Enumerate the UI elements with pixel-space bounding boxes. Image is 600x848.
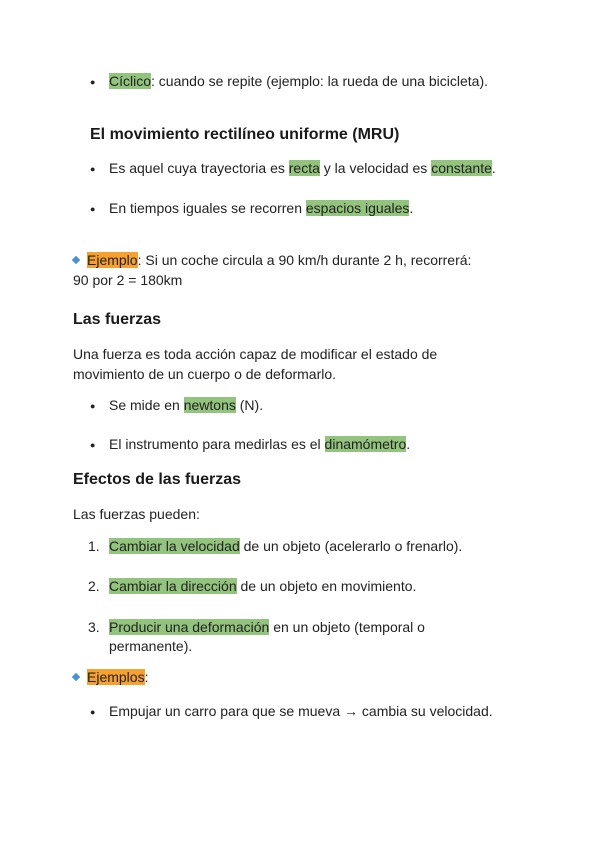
list-item-efecto-3-continued: permanente). [109,638,193,654]
list-item-efecto-3 [109,617,529,637]
example-result: 90 por 2 = 180km [73,272,183,288]
highlight: Ejemplos [87,669,145,685]
section-heading-efectos: Efectos de las fuerzas [73,471,242,488]
list-item-mru-2 [109,198,529,218]
item-text: de un objeto en movimiento. [236,578,417,594]
highlight: Cíclico [109,73,152,89]
list-item-ejemplo-carro: Empujar un carro para que se mueva → cambia su velocidad. [109,703,493,719]
list-item-mru-1 [109,158,529,178]
bullet-marker [90,702,95,724]
list-number: 3. [88,619,100,635]
bullet-marker [90,435,95,457]
item-text: . [491,160,496,176]
item-text: En tiempos iguales se recorren [109,200,306,216]
highlight: newtons [183,397,236,413]
example-paragraph [68,250,538,270]
item-text: Es aquel cuya trayectoria es [109,160,289,176]
bullet-marker [90,159,95,181]
highlight: constante [431,160,492,176]
highlight: Cambiar la dirección [109,578,237,594]
bullet-marker [90,199,95,221]
item-text: : cuando se repite (ejemplo: la rueda de una bicicleta). [151,73,488,89]
item-text: en un objeto (temporal o [269,619,425,635]
list-item-newtons [109,395,529,415]
item-text: Se mide en [109,397,184,413]
highlight: dinamómetro [324,436,407,452]
section-heading-fuerzas: Las fuerzas [73,311,162,328]
highlight: Ejemplo [87,252,138,268]
section-heading-mru: El movimiento rectilíneo uniforme (MRU) [90,126,400,143]
item-text: : [144,669,149,685]
fuerzas-definition-line-2: movimiento de un cuerpo o de deformarlo. [73,366,337,382]
highlight: Producir una deformación [109,619,270,635]
item-text: : Si un coche circula a 90 km/h durante 2 h, recorrerá: [137,252,472,268]
examples-label [68,667,538,687]
item-text: . [406,436,411,452]
item-text: y la velocidad es [319,160,432,176]
list-number: 2. [88,578,100,594]
item-text: de un objeto (acelerarlo o frenarlo). [239,538,463,554]
list-item-ciclico [109,71,529,91]
item-text: (N). [235,397,264,413]
list-item-efecto-2 [109,576,529,596]
highlight: espacios iguales [305,200,410,216]
blue-diamond-icon [72,256,80,264]
bullet-marker [90,396,95,418]
efectos-intro: Las fuerzas pueden: [73,506,200,522]
item-text: . [409,200,414,216]
item-text: El instrumento para medirlas es el [109,436,325,452]
highlight: recta [288,160,320,176]
bullet-marker [90,72,95,94]
list-item-efecto-1 [109,536,529,556]
list-item-dinamometro [109,434,529,454]
fuerzas-definition-line-1: Una fuerza es toda acción capaz de modificar el estado de [73,346,438,362]
blue-diamond-icon [72,673,80,681]
list-number: 1. [88,538,100,554]
highlight: Cambiar la velocidad [109,538,240,554]
